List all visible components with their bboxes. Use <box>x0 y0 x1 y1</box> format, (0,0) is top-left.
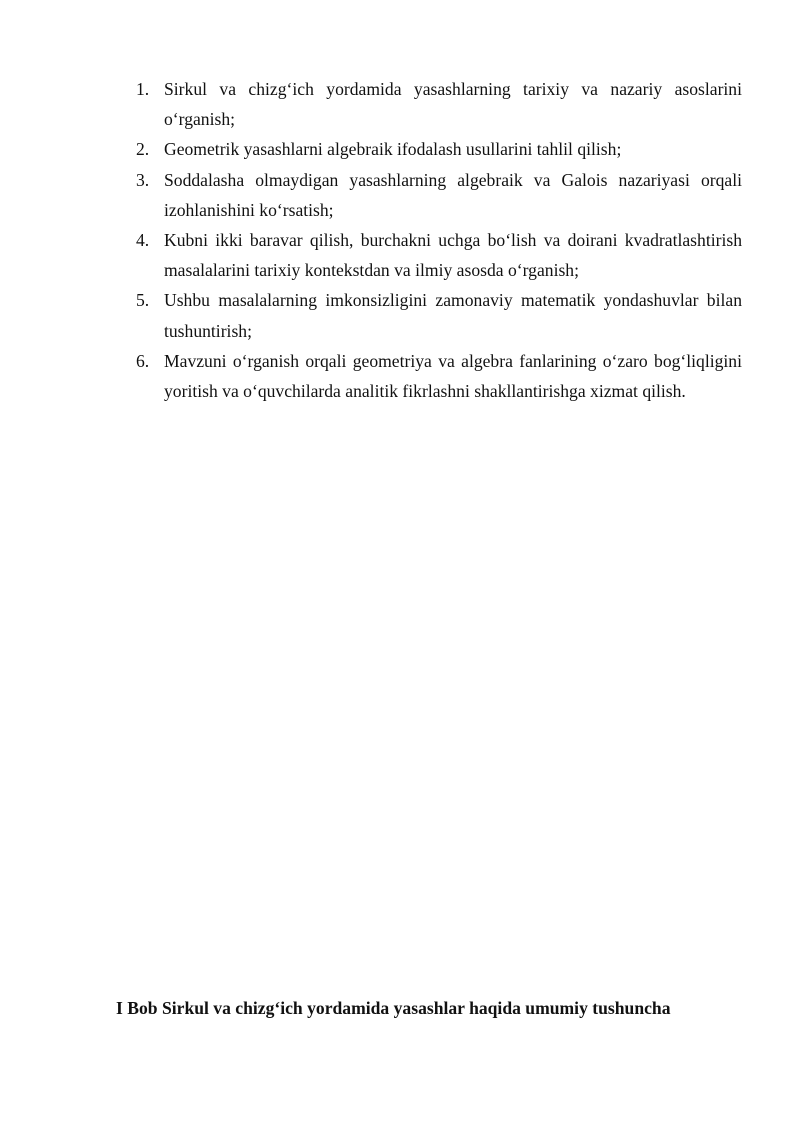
list-item-objective-1 <box>136 74 742 134</box>
list-item-objective-5 <box>136 285 742 345</box>
list-item-number: 6. <box>136 350 150 371</box>
list-item-text: Geometrik yasashlarni algebraik ifodalash usullarini tahlil qilish; <box>164 139 622 160</box>
list-item-objective-2 <box>136 134 742 164</box>
chapter-title: I Bob Sirkul va chizg‘ich yordamida yasashlar haqida umumiy tushuncha <box>116 998 671 1018</box>
list-item-number: 1. <box>136 79 150 99</box>
list-item-number: 4. <box>136 230 150 251</box>
list-item-text: Mavzuni o‘rganish orqali geometriya va algebra fanlarining o‘zaro bog‘liqligini yoritish va o‘quvchilarda analitik fikrlashni shakllantirishga xizmat qilish. <box>164 350 742 402</box>
list-item-objective-4 <box>136 225 742 285</box>
list-item-number: 3. <box>136 169 150 190</box>
list-item-text: Kubni ikki baravar qilish, burchakni uchga bo‘lish va doirani kvadratlashtirish masalalarini tarixiy kontekstdan va ilmiy asosda o‘rganish; <box>164 230 742 281</box>
list-item-text: Ushbu masalalarning imkonsizligini zamonaviy matematik yondashuvlar bilan tushuntirish; <box>164 290 742 341</box>
list-item-objective-6 <box>136 346 742 406</box>
list-item-objective-3 <box>136 165 742 225</box>
objectives-list <box>136 74 742 406</box>
list-item-number: 2. <box>136 139 150 160</box>
list-item-text: Soddalasha olmaydigan yasashlarning algebraik va Galois nazariyasi orqali izohlanishini ko‘rsatish; <box>164 169 742 220</box>
list-item-text: Sirkul va chizg‘ich yordamida yasashlarning tarixiy va nazariy asoslarini o‘rganish; <box>164 79 742 130</box>
list-item-number: 5. <box>136 290 150 311</box>
